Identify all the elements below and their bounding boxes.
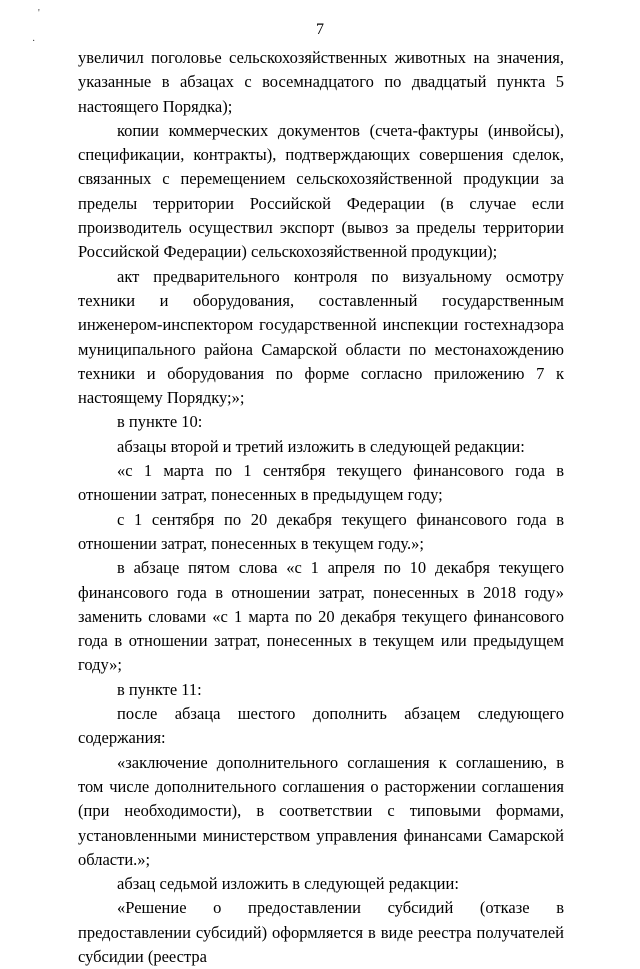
- paragraph: абзац седьмой изложить в следующей редакции:: [117, 874, 459, 894]
- paragraph: «Решение о предоставлении субсидий (отказе в предоставлении субсидий) оформляется в виде реестра получателей субсидии (реестра: [78, 898, 564, 966]
- paragraph: в абзаце пятом слова «с 1 апреля по 10 декабря текущего финансового года в отношении затрат, понесенных в 2018 году» заменить словами «с 1 марта по 20 декабря текущего финансового года в отношении затрат, понесенных в текущем или предыдущем году»;: [78, 558, 564, 675]
- scan-artifact-mark: ': [38, 8, 40, 19]
- paragraph: после абзаца шестого дополнить абзацем следующего содержания:: [78, 704, 564, 748]
- scan-artifact-dot: ·: [32, 36, 36, 47]
- paragraph: акт предварительного контроля по визуальному осмотру техники и оборудования, составленный государственным инженером-инспектором государственной инспекции гостехнадзора муниципального района Самарской области по местонахождению техники и оборудования по форме согласно приложению 7 к настоящему Порядку;»;: [78, 266, 564, 408]
- paragraph: с 1 сентября по 20 декабря текущего финансового года в отношении затрат, понесенных в текущем году.»;: [78, 509, 564, 553]
- paragraph: копии коммерческих документов (счета-фактуры (инвойсы), спецификации, контракты), подтверждающих совершения сделок, связанных с перемещением сельскохозяйственной продукции за пределы территории Российской Федерации (в случае если производитель осуществил экспорт (вывоз за пределы территории Российской Федерации) сельскохозяйственной продукции);: [78, 120, 564, 262]
- paragraph: «заключение дополнительного соглашения к соглашению, в том числе дополнительного соглашения о расторжении соглашения (при необходимости), в соответствии с типовыми формами, установленными министерством управления финансами Самарской области.»;: [78, 752, 564, 869]
- paragraph: «с 1 марта по 1 сентября текущего финансового года в отношении затрат, понесенных в предыдущем году;: [78, 461, 564, 505]
- page-number: 7: [316, 21, 324, 38]
- paragraph: в пункте 11:: [117, 679, 202, 699]
- paragraph: в пункте 10:: [117, 412, 203, 432]
- paragraph: увеличил поголовье сельскохозяйственных животных на значения, указанные в абзацах с восемнадцатого по двадцатый пункта 5 настоящего Порядка);: [78, 48, 564, 116]
- document-body: [78, 46, 564, 969]
- paragraph: абзацы второй и третий изложить в следующей редакции:: [117, 436, 525, 456]
